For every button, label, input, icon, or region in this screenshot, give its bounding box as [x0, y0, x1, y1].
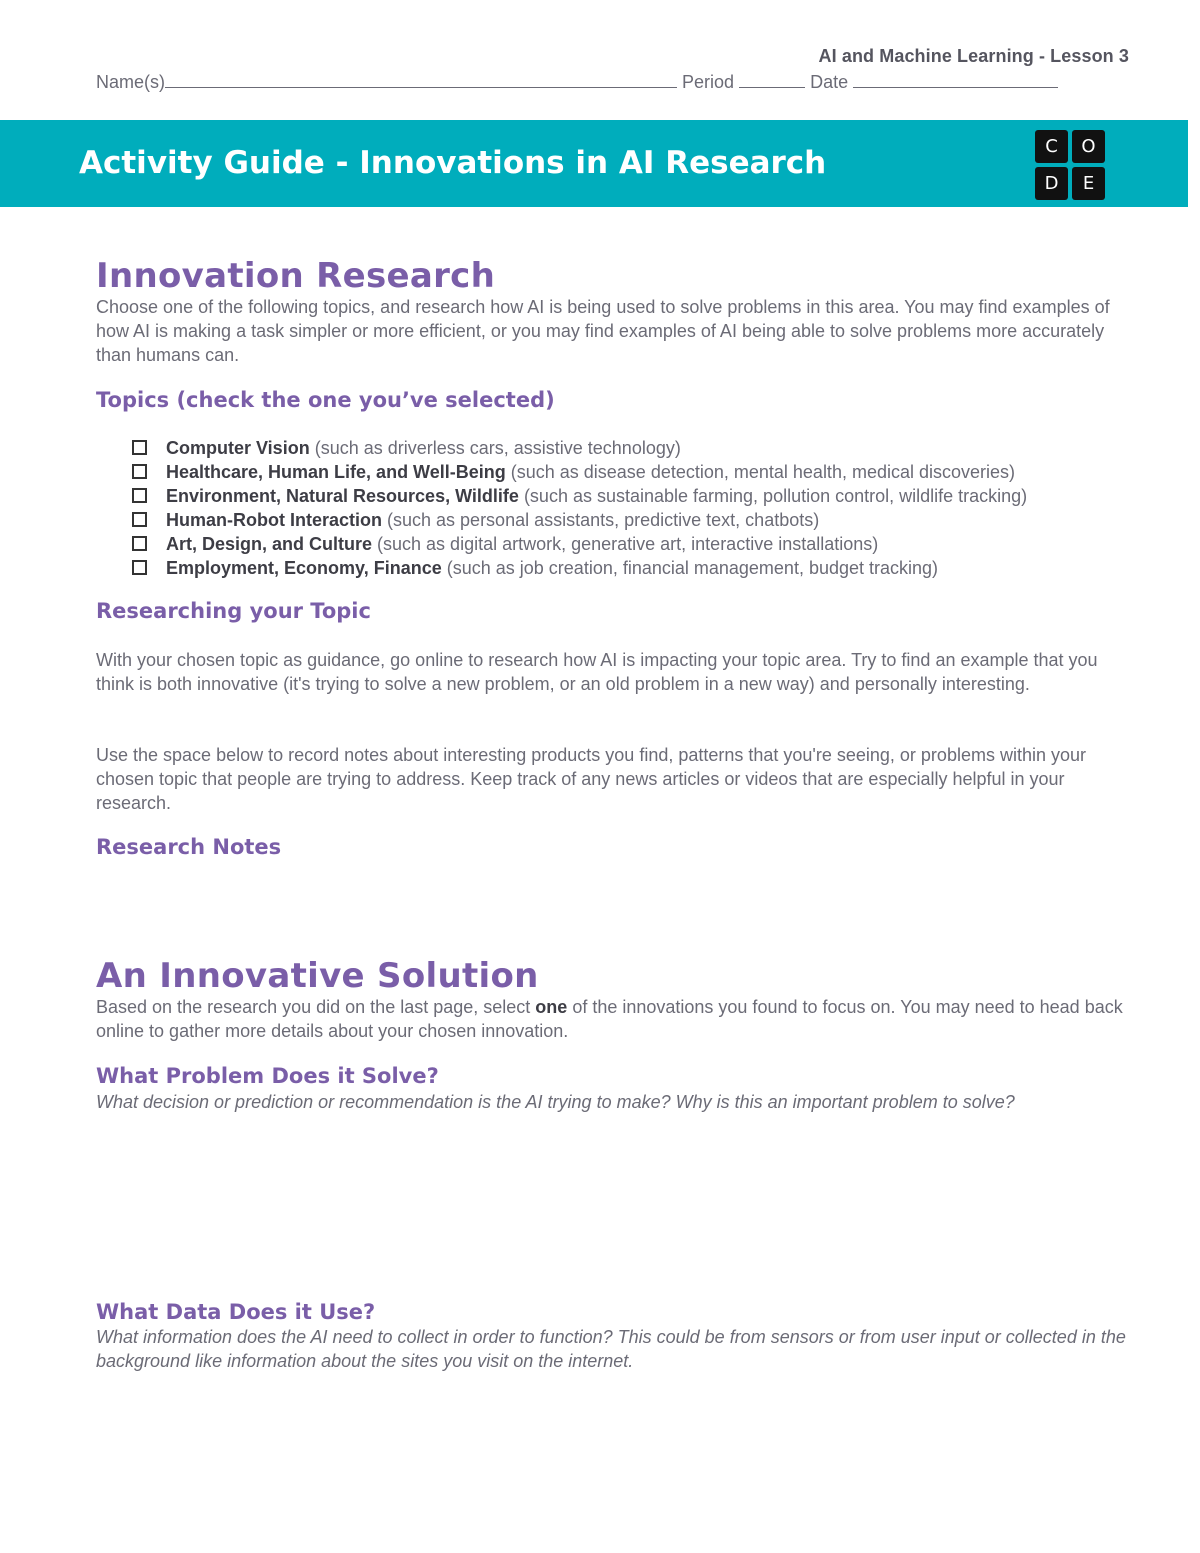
topic-name: Employment, Economy, Finance: [166, 558, 442, 578]
topic-examples: (such as personal assistants, predictive text, chatbots): [387, 510, 820, 530]
researching-heading: Researching your Topic: [96, 599, 371, 623]
period-field[interactable]: [739, 69, 805, 88]
logo-letter: D: [1035, 167, 1068, 200]
topic-item: [132, 484, 1027, 508]
name-label: Name(s): [96, 72, 166, 92]
researching-paragraph-2: Use the space below to record notes about interesting products you find, patterns that you're seeing, or problems within your chosen topic that people are trying to address. Keep track of any news articles or videos that are especially helpful in your research.: [96, 745, 1086, 813]
topic-examples: (such as driverless cars, assistive technology): [314, 438, 681, 458]
problem-prompt: What decision or prediction or recommendation is the AI trying to make? Why is this an important problem to solve?: [96, 1092, 1015, 1112]
topic-examples: (such as disease detection, mental health, medical discoveries): [510, 462, 1016, 482]
research-notes-heading: Research Notes: [96, 835, 282, 859]
topic-item: [132, 436, 1027, 460]
topic-name: Art, Design, and Culture: [166, 534, 373, 554]
innovative-solution-heading: An Innovative Solution: [96, 956, 539, 996]
topic-name: Computer Vision: [166, 438, 310, 458]
intro-text: of the innovations you found to focus on. You may need to head back online to gather more details about your chosen innovation.: [96, 997, 1123, 1041]
topic-checkbox[interactable]: [132, 464, 147, 479]
data-prompt: What information does the AI need to collect in order to function? This could be from sensors or from user input or collected in the background like information about the sites you visit on the internet.: [96, 1327, 1126, 1371]
date-label: Date: [810, 72, 849, 92]
topics-heading: Topics (check the one you’ve selected): [96, 388, 555, 412]
topic-checkbox[interactable]: [132, 536, 147, 551]
topic-checkbox[interactable]: [132, 512, 147, 527]
innovative-solution-intro: [96, 995, 1126, 1043]
topic-checkbox[interactable]: [132, 560, 147, 575]
topic-checkbox[interactable]: [132, 488, 147, 503]
topic-checkbox[interactable]: [132, 440, 147, 455]
topic-item: [132, 460, 1027, 484]
topic-examples: (such as sustainable farming, pollution control, wildlife tracking): [523, 486, 1028, 506]
page-title: Activity Guide - Innovations in AI Research: [79, 145, 827, 181]
topic-name: Healthcare, Human Life, and Well-Being: [166, 462, 506, 482]
topic-name: Environment, Natural Resources, Wildlife: [166, 486, 519, 506]
code-logo: [1035, 130, 1105, 200]
logo-letter: O: [1072, 130, 1105, 163]
topics-list: [132, 436, 1027, 580]
logo-letter: E: [1072, 167, 1105, 200]
innovation-research-intro: Choose one of the following topics, and research how AI is being used to solve problems in this area. You may find examples of how AI is making a task simpler or more efficient, or you may find examples of AI being able to solve problems more accurately than humans can.: [96, 297, 1110, 365]
lesson-label: AI and Machine Learning - Lesson 3: [818, 46, 1129, 66]
topic-examples: (such as digital artwork, generative art, interactive installations): [377, 534, 879, 554]
problem-heading: What Problem Does it Solve?: [96, 1064, 439, 1088]
date-field[interactable]: [853, 69, 1058, 88]
title-banner: [0, 120, 1188, 207]
intro-emphasis: one: [535, 997, 568, 1017]
topic-item: [132, 556, 1027, 580]
period-label: Period: [682, 72, 735, 92]
name-field[interactable]: [165, 69, 677, 88]
researching-paragraph-1: With your chosen topic as guidance, go online to research how AI is impacting your topic area. Try to find an example that you think is both innovative (it's trying to solve a new problem, or an old problem in a new way) and personally interesting.: [96, 650, 1098, 694]
logo-letter: C: [1035, 130, 1068, 163]
intro-text: Based on the research you did on the last page, select: [96, 997, 536, 1017]
data-heading: What Data Does it Use?: [96, 1300, 376, 1324]
topic-name: Human-Robot Interaction: [166, 510, 382, 530]
header-fields: [96, 69, 1086, 93]
innovation-research-heading: Innovation Research: [96, 256, 496, 296]
topic-item: [132, 508, 1027, 532]
topic-item: [132, 532, 1027, 556]
topic-examples: (such as job creation, financial management, budget tracking): [446, 558, 939, 578]
